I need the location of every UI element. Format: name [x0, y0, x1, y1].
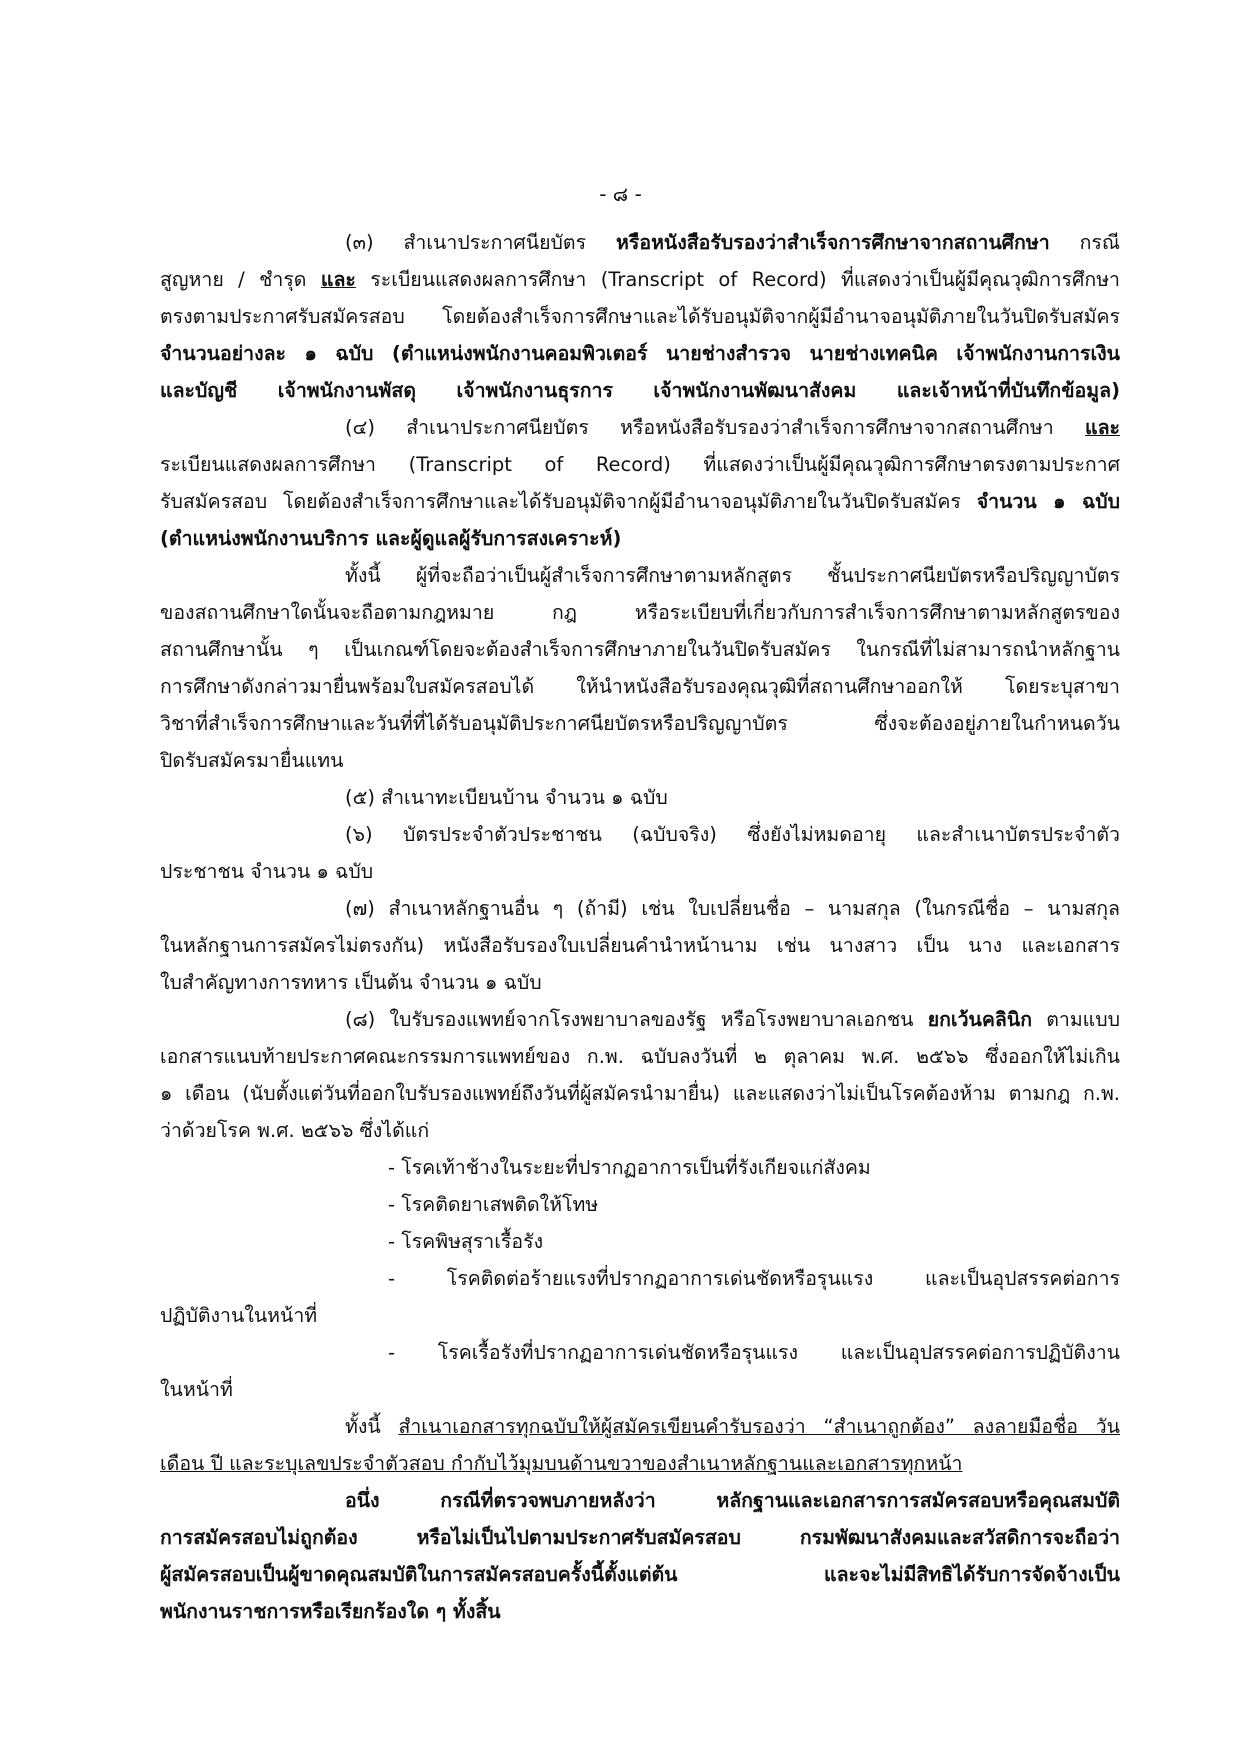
text-line: - โรคพิษสุราเรื้อรัง — [388, 1230, 544, 1253]
text-line: ของสถานศึกษาใดนั้นจะถือตามกฎหมาย กฎ หรือระเบียบที่เกี่ยวกับการสำเร็จการศึกษาตามหลักสูตรของ — [160, 601, 1120, 624]
text-line: ในหน้าที่ — [160, 1378, 233, 1401]
text-line: รับสมัครสอบ โดยต้องสำเร็จการศึกษาและได้รับอนุมัติจากผู้มีอำนาจอนุมัติภายในวันปิดรับสมัคร จำนวน ๑ ฉบับ — [160, 490, 1120, 513]
text-line: วิชาที่สำเร็จการศึกษาและวันที่ที่ได้รับอนุมัติประกาศนียบัตรหรือปริญญาบัตร ซึ่งจะต้องอยู่ภายในกำหนดวัน — [160, 712, 1120, 735]
text-line: (๓) สำเนาประกาศนียบัตร หรือหนังสือรับรองว่าสำเร็จการศึกษาจากสถานศึกษา กรณี — [345, 231, 1120, 254]
text-line: การสมัครสอบไม่ถูกต้อง หรือไม่เป็นไปตามประกาศรับสมัครสอบ กรมพัฒนาสังคมและสวัสดิการจะถือว่า — [160, 1526, 1120, 1549]
text-line: พนักงานราชการหรือเรียกร้องใด ๆ ทั้งสิ้น — [160, 1600, 501, 1623]
text-line: การศึกษาดังกล่าวมายื่นพร้อมใบสมัครสอบได้ ให้นำหนังสือรับรองคุณวุฒิที่สถานศึกษาออกให้ โดยระบุสาขา — [160, 675, 1120, 698]
text-line: ประชาชน จำนวน ๑ ฉบับ — [160, 860, 374, 883]
text-line: (๔) สำเนาประกาศนียบัตร หรือหนังสือรับรองว่าสำเร็จการศึกษาจากสถานศึกษา และ — [345, 416, 1120, 439]
text-line: จำนวนอย่างละ ๑ ฉบับ (ตำแหน่งพนักงานคอมพิวเตอร์ นายช่างสำรวจ นายช่างเทคนิค เจ้าพนักงานการเงิน — [160, 342, 1120, 365]
page-number: - ๘ - — [599, 182, 642, 206]
text-line: ใบสำคัญทางการทหาร เป็นต้น จำนวน ๑ ฉบับ — [160, 971, 542, 994]
text-line: สถานศึกษานั้น ๆ เป็นเกณฑ์โดยจะต้องสำเร็จการศึกษาภายในวันปิดรับสมัคร ในกรณีที่ไม่สามารถนำหลักฐาน — [160, 638, 1120, 661]
text-line: ๑ เดือน (นับตั้งแต่วันที่ออกใบรับรองแพทย์ถึงวันที่ผู้สมัครนำมายื่น) และแสดงว่าไม่เป็นโรคต้องห้าม ตามกฎ ก.พ. — [160, 1082, 1120, 1105]
text-line: - โรคติดต่อร้ายแรงที่ปรากฏอาการเด่นชัดหรือรุนแรง และเป็นอุปสรรคต่อการ — [388, 1267, 1120, 1290]
text-line: - โรคเท้าช้างในระยะที่ปรากฏอาการเป็นที่รังเกียจแก่สังคม — [388, 1156, 871, 1179]
text-line: ทั้งนี้ สำเนาเอกสารทุกฉบับให้ผู้สมัครเขียนคำรับรองว่า “สำเนาถูกต้อง” ลงลายมือชื่อ วัน — [345, 1415, 1120, 1438]
text-line: (ตำแหน่งพนักงานบริการ และผู้ดูแลผู้รับการสงเคราะห์) — [160, 527, 622, 550]
text-line: อนึ่ง กรณีที่ตรวจพบภายหลังว่า หลักฐานและเอกสารการสมัครสอบหรือคุณสมบัติ — [345, 1489, 1120, 1512]
text-line: และบัญชี เจ้าพนักงานพัสดุ เจ้าพนักงานธุรการ เจ้าพนักงานพัฒนาสังคม และเจ้าหน้าที่บันทึกข้อมูล) — [160, 379, 1120, 402]
text-line: ปฏิบัติงานในหน้าที่ — [160, 1304, 318, 1327]
text-line: เดือน ปี และระบุเลขประจำตัวสอบ กำกับไว้มุมบนด้านขวาของสำเนาหลักฐานและเอกสารทุกหน้า — [160, 1452, 963, 1475]
text-line: ในหลักฐานการสมัครไม่ตรงกัน) หนังสือรับรองใบเปลี่ยนคำนำหน้านาม เช่น นางสาว เป็น นาง และเอกสาร — [160, 934, 1120, 957]
text-line: (๗) สำเนาหลักฐานอื่น ๆ (ถ้ามี) เช่น ใบเปลี่ยนชื่อ – นามสกุล (ในกรณีชื่อ – นามสกุล — [345, 897, 1120, 920]
text-line: ผู้สมัครสอบเป็นผู้ขาดคุณสมบัติในการสมัครสอบครั้งนี้ตั้งแต่ต้น และจะไม่มีสิทธิได้รับการจัดจ้างเป็น — [160, 1563, 1120, 1586]
text-line: (๕) สำเนาทะเบียนบ้าน จำนวน ๑ ฉบับ — [345, 786, 668, 809]
text-line: - โรคติดยาเสพติดให้โทษ — [388, 1193, 599, 1216]
text-line: (๖) บัตรประจำตัวประชาชน (ฉบับจริง) ซึ่งยังไม่หมดอายุ และสำเนาบัตรประจำตัว — [345, 823, 1120, 846]
text-line: ทั้งนี้ ผู้ที่จะถือว่าเป็นผู้สำเร็จการศึกษาตามหลักสูตร ชั้นประกาศนียบัตรหรือปริญญาบัตร — [345, 564, 1120, 587]
text-line: ว่าด้วยโรค พ.ศ. ๒๕๖๖ ซึ่งได้แก่ — [160, 1119, 430, 1142]
text-line: สูญหาย / ชำรุด และ ระเบียนแสดงผลการศึกษา (Transcript of Record) ที่แสดงว่าเป็นผู้มีคุณวุฒิการศึกษา — [160, 268, 1120, 291]
text-line: (๘) ใบรับรองแพทย์จากโรงพยาบาลของรัฐ หรือโรงพยาบาลเอกชน ยกเว้นคลินิก ตามแบบ — [345, 1008, 1120, 1031]
text-line: เอกสารแนบท้ายประกาศคณะกรรมการแพทย์ของ ก.พ. ฉบับลงวันที่ ๒ ตุลาคม พ.ศ. ๒๕๖๖ ซึ่งออกให้ไม่เกิน — [160, 1045, 1120, 1068]
text-line: - โรคเรื้อรังที่ปรากฏอาการเด่นชัดหรือรุนแรง และเป็นอุปสรรคต่อการปฏิบัติงาน — [388, 1341, 1120, 1364]
text-line: ตรงตามประกาศรับสมัครสอบ โดยต้องสำเร็จการศึกษาและได้รับอนุมัติจากผู้มีอำนาจอนุมัติภายในวันปิดรับสมัคร — [160, 305, 1120, 328]
text-line: ระเบียนแสดงผลการศึกษา (Transcript of Record) ที่แสดงว่าเป็นผู้มีคุณวุฒิการศึกษาตรงตามประกาศ — [160, 453, 1120, 476]
text-line: ปิดรับสมัครมายื่นแทน — [160, 749, 344, 772]
